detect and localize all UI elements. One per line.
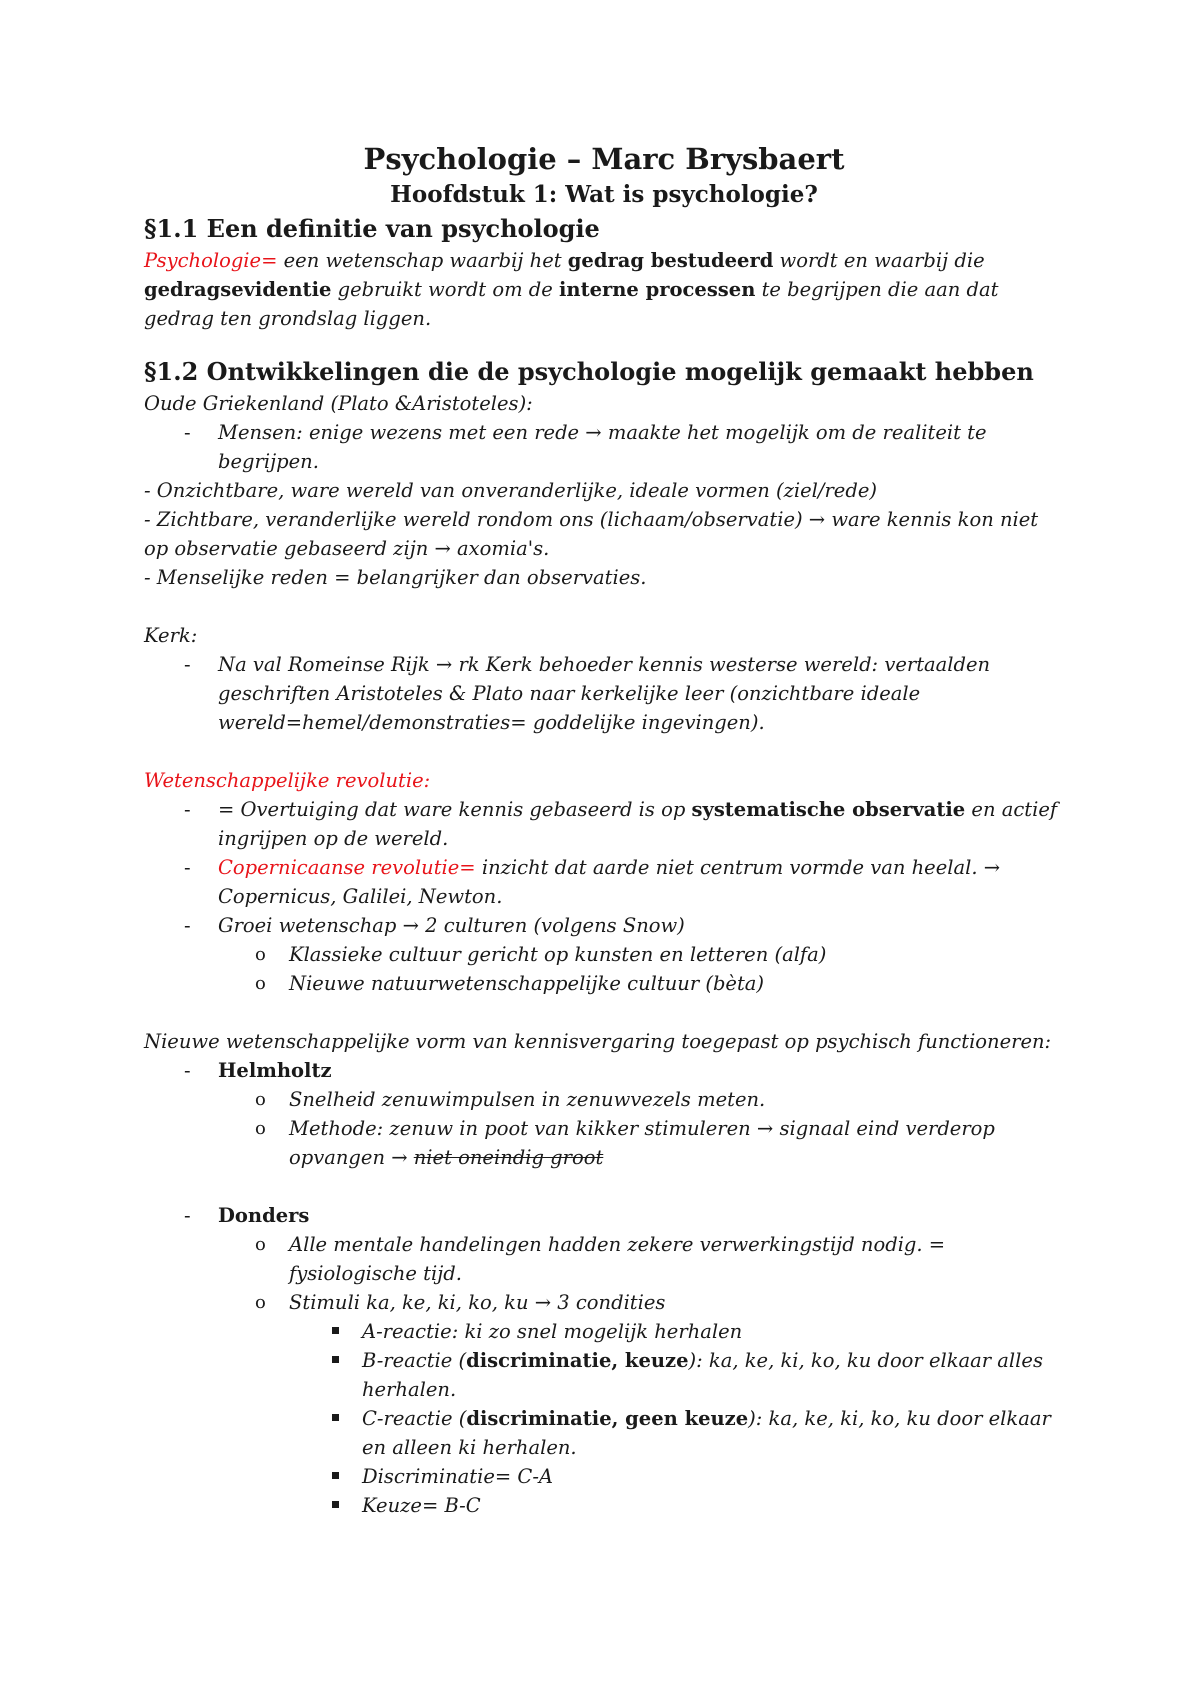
donders-sublist [144, 1230, 1064, 1317]
circle-bullet: o [255, 944, 266, 965]
revolution-list [144, 795, 1064, 940]
circle-bullet: o [255, 1234, 266, 1255]
list-item: Keuze= B-C [144, 1491, 1064, 1520]
helmholtz-sublist [144, 1085, 1064, 1172]
revolution-intro: Wetenschappelijke revolutie: [144, 769, 431, 792]
list-item: - Helmholtz [144, 1056, 1064, 1085]
dash-bullet: - [184, 856, 191, 879]
culture-sublist [144, 940, 1064, 998]
list-item: o Klassieke cultuur gericht op kunsten en letteren (alfa) [144, 940, 1064, 969]
document-title: Psychologie – Marc Brysbaert [363, 142, 845, 176]
list-item: o Snelheid zenuwimpulsen in zenuwvezels meten. [144, 1085, 1064, 1114]
donders-conditions-list [144, 1317, 1064, 1520]
circle-bullet: o [255, 973, 266, 994]
list-item: - Na val Romeinse Rijk → rk Kerk behoeder kennis westerse wereld: vertaalden geschriften Aristoteles & Plato naar kerkelijke leer (onzichtbare ideale wereld=hemel/demonstraties= goddelijke ingevingen). [144, 650, 1064, 737]
circle-bullet: o [255, 1118, 266, 1139]
square-bullet [332, 1414, 339, 1421]
square-bullet [332, 1327, 339, 1334]
kerk-list [144, 650, 1064, 737]
dash-bullet: - [184, 421, 191, 444]
list-item: - Copernicaanse revolutie= inzicht dat aarde niet centrum vormde van heelal. → Copernicus, Galilei, Newton. [144, 853, 1064, 911]
donders-list [144, 1201, 1064, 1230]
dash-bullet: - [184, 1059, 191, 1082]
circle-bullet: o [255, 1292, 266, 1313]
greek-list [144, 418, 1064, 476]
list-item: A-reactie: ki zo snel mogelijk herhalen [144, 1317, 1064, 1346]
square-bullet [332, 1501, 339, 1508]
helmholtz-list [144, 1056, 1064, 1085]
new-science-intro: Nieuwe wetenschappelijke vorm van kennisvergaring toegepast op psychisch functioneren: [144, 1030, 1052, 1053]
list-item: - Groei wetenschap → 2 culturen (volgens Snow) [144, 911, 1064, 940]
list-item: - Mensen: enige wezens met een rede → maakte het mogelijk om de realiteit te begrijpen. [144, 418, 1064, 476]
square-bullet [332, 1356, 339, 1363]
document-body [144, 140, 1064, 1520]
dash-bullet: - [184, 1204, 191, 1227]
dash-bullet: - [184, 798, 191, 821]
greek-intro: Oude Griekenland (Plato &Aristoteles): [144, 392, 533, 415]
list-item: o Stimuli ka, ke, ki, ko, ku → 3 condities [144, 1288, 1064, 1317]
kerk-intro: Kerk: [144, 624, 198, 647]
section-1-2-heading: §1.2 Ontwikkelingen die de psychologie mogelijk gemaakt hebben [144, 357, 1034, 386]
list-item: C-reactie (discriminatie, geen keuze): ka, ke, ki, ko, ku door elkaar en alleen ki herhalen. [144, 1404, 1064, 1462]
square-bullet [332, 1472, 339, 1479]
list-item: Discriminatie= C-A [144, 1462, 1064, 1491]
list-item: B-reactie (discriminatie, keuze): ka, ke, ki, ko, ku door elkaar alles herhalen. [144, 1346, 1064, 1404]
list-item: - = Overtuiging dat ware kennis gebaseerd is op systematische observatie en actief ingrijpen op de wereld. [144, 795, 1064, 853]
dash-bullet: - [184, 914, 191, 937]
definition-paragraph: Psychologie= een wetenschap waarbij het gedrag bestudeerd wordt en waarbij die gedragsevidentie gebruikt wordt om de interne processen te begrijpen die aan dat gedrag ten grondslag liggen. [144, 249, 999, 330]
list-item: - Donders [144, 1201, 1064, 1230]
dash-bullet: - [184, 653, 191, 676]
list-item: o Alle mentale handelingen hadden zekere verwerkingstijd nodig. = fysiologische tijd. [144, 1230, 1064, 1288]
circle-bullet: o [255, 1089, 266, 1110]
list-item: o Nieuwe natuurwetenschappelijke cultuur (bèta) [144, 969, 1064, 998]
section-1-1-heading: §1.1 Een definitie van psychologie [144, 214, 600, 243]
list-item: o Methode: zenuw in poot van kikker stimuleren → signaal eind verderop opvangen → niet oneindig groot [144, 1114, 1064, 1172]
chapter-title: Hoofdstuk 1: Wat is psychologie? [390, 181, 818, 208]
greek-line: - Zichtbare, veranderlijke wereld rondom ons (lichaam/observatie) → ware kennis kon niet op observatie gebaseerd zijn → axomia's. [144, 508, 1039, 560]
definition-term: Psychologie= [144, 249, 278, 272]
greek-line: - Onzichtbare, ware wereld van onveranderlijke, ideale vormen (ziel/rede) [144, 479, 877, 502]
greek-line: - Menselijke reden = belangrijker dan observaties. [144, 566, 647, 589]
